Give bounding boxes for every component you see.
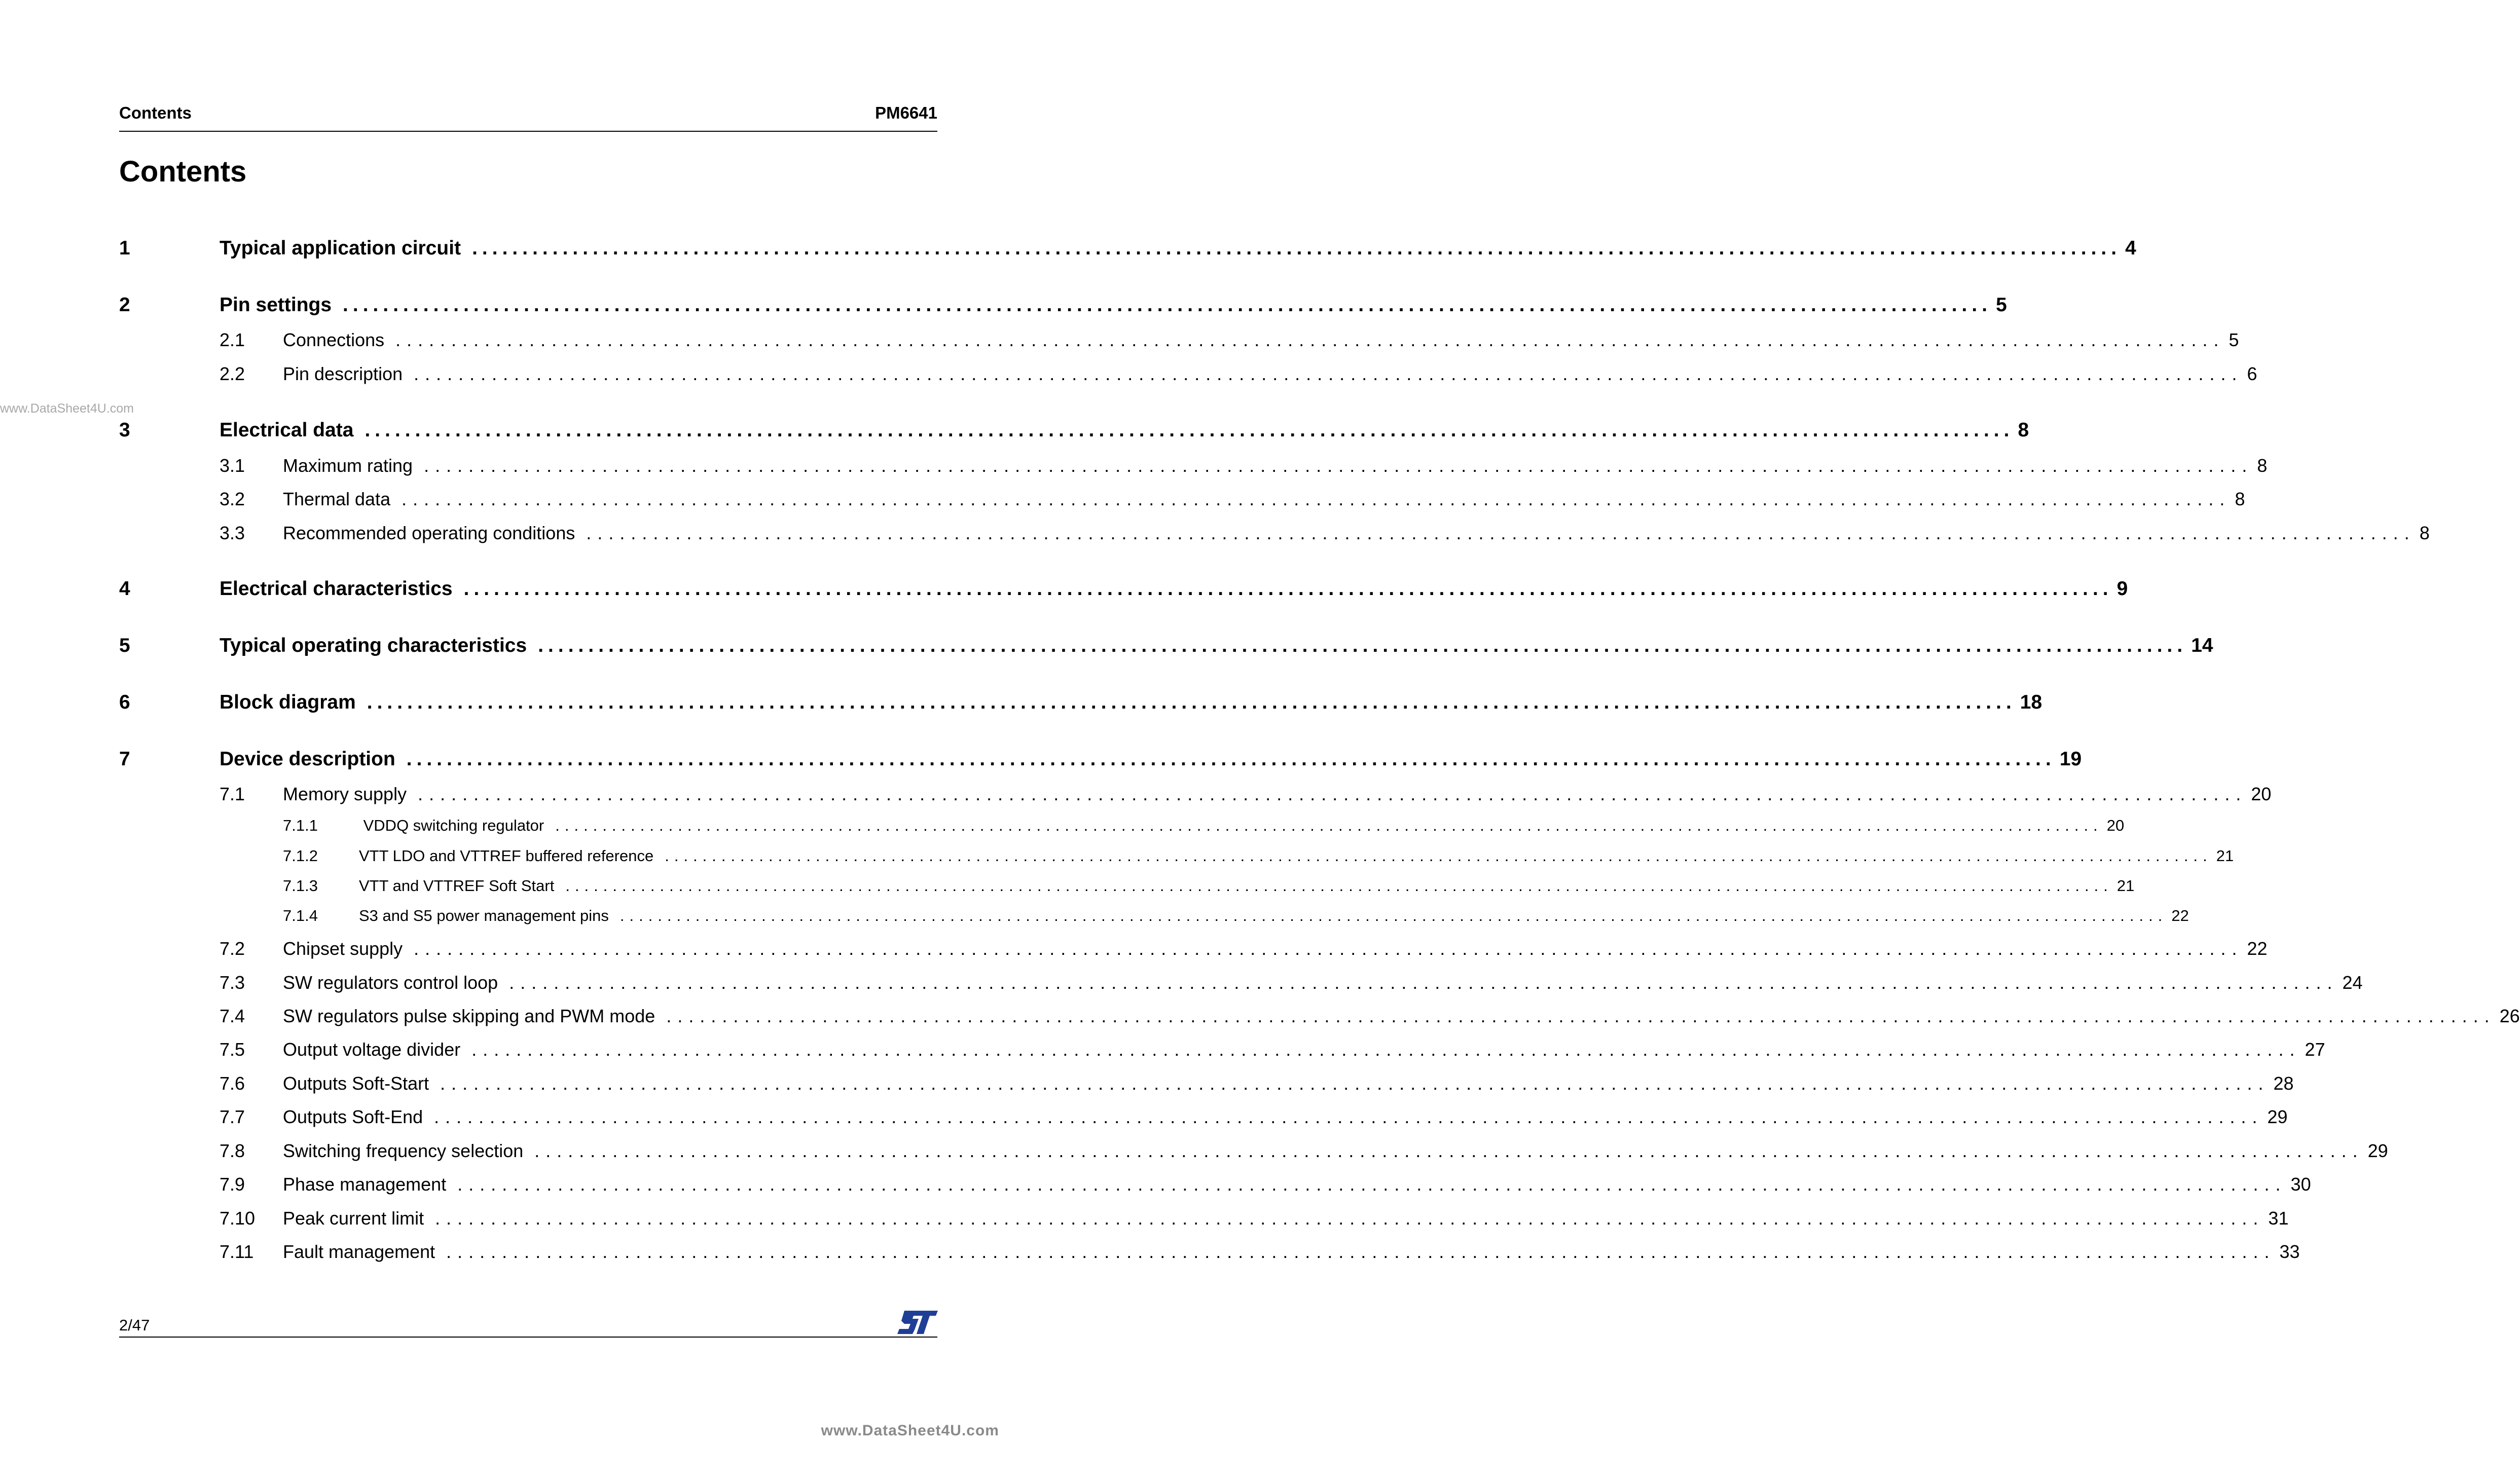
toc-title: Thermal data [283,489,391,509]
toc-number: 1 [119,237,130,259]
toc-page: 33 [2279,1241,2300,1262]
dot-leader: .................................................................................................................................................................... [367,691,2016,713]
watermark-side: www.DataSheet4U.com [0,401,134,416]
toc-title: Chipset supply [283,938,403,959]
toc-page: 26 [2499,1006,2520,1026]
dot-leader: .................................................................................................................................................................... [666,1006,2496,1026]
toc-page: 22 [2247,938,2268,959]
toc-entry[interactable] [220,784,2272,805]
toc-number: 7.5 [220,1039,245,1060]
toc-title: VTT and VTTREF Soft Start [359,877,555,895]
toc-page: 29 [2367,1140,2388,1161]
toc-entry[interactable] [220,1140,2388,1162]
toc-page: 29 [2267,1106,2288,1127]
toc-number: 2 [119,294,130,316]
toc-entry[interactable] [220,1208,2289,1229]
toc-number: 7.6 [220,1073,245,1094]
toc-entry[interactable] [220,1073,2294,1094]
dot-leader: .................................................................................................................................................................... [406,748,2056,770]
toc-page: 9 [2116,578,2128,600]
toc-number: 7.1.3 [283,877,318,895]
toc-entry[interactable] [220,1106,2288,1128]
toc-page: 8 [2018,419,2029,441]
dot-leader: .................................................................................................................................................................... [472,237,2122,259]
toc-page: 14 [2191,635,2213,656]
watermark-bottom: www.DataSheet4U.com [821,1422,999,1439]
dot-leader: .................................................................................................................................................................... [418,784,2247,804]
toc-number: 7.3 [220,972,245,993]
toc-page: 22 [2171,907,2189,924]
toc-number: 2.1 [220,329,245,350]
dot-leader: .................................................................................................................................................................... [471,1039,2301,1060]
dot-leader: .................................................................................................................................................................... [364,419,2014,441]
toc-number: 7.10 [220,1208,255,1229]
toc-title: Outputs Soft-Start [283,1073,429,1094]
toc-title: Switching frequency selection [283,1140,524,1161]
toc-page: 27 [2305,1039,2325,1060]
toc-number: 7.1.4 [283,907,318,924]
dot-leader: .................................................................................................................................................................... [401,489,2231,509]
toc-title: Fault management [283,1241,435,1262]
toc-entry[interactable] [119,578,2128,600]
toc-page: 21 [2216,847,2234,865]
toc-number: 7.2 [220,938,245,959]
toc-page: 18 [2020,691,2042,713]
dot-leader: .................................................................................................................................................................... [457,1174,2287,1195]
toc-entry[interactable] [119,691,2042,714]
toc-entry[interactable] [283,877,2135,895]
toc-entry[interactable] [220,1006,2520,1027]
toc-title: Pin settings [220,294,332,316]
toc-page: 30 [2290,1174,2311,1195]
toc-number: 7.7 [220,1106,245,1127]
toc-entry[interactable] [220,363,2257,385]
toc-number: 7.1 [220,784,245,804]
toc-number: 4 [119,578,130,600]
toc-number: 7.1.2 [283,847,318,865]
toc-title: Typical operating characteristics [220,635,527,656]
toc-number: 7.1.1 [283,817,318,834]
toc-number: 6 [119,691,130,713]
page-header [119,103,937,132]
toc-title: Pin description [283,363,403,384]
toc-title: Connections [283,329,385,350]
toc-number: 7.9 [220,1174,245,1195]
toc-number: 3 [119,419,130,441]
dot-leader: .................................................................................................................................................................... [555,817,2103,834]
dot-leader: .................................................................................................................................................................... [440,1073,2270,1094]
toc-page: 8 [2419,523,2430,543]
dot-leader: .................................................................................................................................................................... [434,1106,2263,1127]
header-part-number: PM6641 [875,103,937,122]
toc-page: 5 [2229,329,2239,350]
toc-entry[interactable] [119,419,2029,441]
toc-entry[interactable] [119,237,2136,260]
dot-leader: .................................................................................................................................................................... [509,972,2339,993]
toc-entry[interactable] [283,907,2189,925]
toc-number: 7.11 [220,1241,254,1262]
dot-leader: .................................................................................................................................................................... [414,363,2243,384]
dot-leader: .................................................................................................................................................................... [343,294,1992,316]
toc-page: 4 [2125,237,2136,259]
toc-title: VDDQ switching regulator [359,817,544,834]
dot-leader: .................................................................................................................................................................... [586,523,2416,543]
toc-number: 2.2 [220,363,245,384]
toc-page: 20 [2251,784,2272,804]
dot-leader: .................................................................................................................................................................... [435,1208,2265,1229]
st-logo-icon [897,1310,938,1335]
toc-page: 20 [2106,817,2125,834]
toc-entry[interactable] [220,455,2268,476]
toc-title: Electrical characteristics [220,578,453,600]
dot-leader: .................................................................................................................................................................... [414,938,2243,959]
header-section: Contents [119,103,192,122]
toc-entry[interactable] [119,635,2213,657]
header-rule [119,131,937,132]
toc-title: Electrical data [220,419,354,441]
toc-page: 8 [2257,455,2268,476]
dot-leader: .................................................................................................................................................................... [665,847,2212,865]
toc-entry[interactable] [283,847,2234,865]
toc-number: 3.1 [220,455,245,476]
toc-entry[interactable] [220,938,2268,959]
toc-title: S3 and S5 power management pins [359,907,609,924]
toc-title: Output voltage divider [283,1039,461,1060]
toc-title: Peak current limit [283,1208,424,1229]
toc-page: 24 [2342,972,2363,993]
toc-entry[interactable] [220,972,2363,993]
toc-title: SW regulators control loop [283,972,498,993]
toc-number: 5 [119,635,130,656]
toc-page: 8 [2235,489,2245,509]
dot-leader: .................................................................................................................................................................... [565,877,2113,895]
toc-entry[interactable] [220,1039,2325,1060]
toc-title: Memory supply [283,784,407,804]
toc-title: Phase management [283,1174,447,1195]
dot-leader: .................................................................................................................................................................... [395,329,2225,350]
dot-leader: .................................................................................................................................................................... [534,1140,2364,1161]
toc-entry[interactable] [220,329,2239,351]
toc-page: 21 [2116,877,2135,895]
dot-leader: .................................................................................................................................................................... [538,635,2187,656]
page-title: Contents [119,155,247,188]
toc-title: Outputs Soft-End [283,1106,423,1127]
toc-title: Maximum rating [283,455,413,476]
toc-entry[interactable] [119,294,2007,316]
dot-leader: .................................................................................................................................................................... [463,578,2113,600]
toc-entry[interactable] [220,1241,2300,1263]
toc-page: 6 [2247,363,2257,384]
toc-title: VTT LDO and VTTREF buffered reference [359,847,654,865]
toc-title: Recommended operating conditions [283,523,575,543]
toc-title: SW regulators pulse skipping and PWM mode [283,1006,655,1026]
toc-number: 7.4 [220,1006,245,1026]
footer-page-number: 2/47 [119,1316,150,1334]
toc-page: 5 [1996,294,2007,316]
dot-leader: .................................................................................................................................................................... [424,455,2253,476]
toc-number: 3.3 [220,523,245,543]
dot-leader: .................................................................................................................................................................... [619,907,2168,924]
footer-rule [119,1337,937,1338]
toc-entry[interactable] [119,748,2082,770]
toc-entry[interactable] [220,1174,2311,1195]
toc-number: 7.8 [220,1140,245,1161]
toc-entry[interactable] [220,523,2430,544]
toc-page: 19 [2059,748,2082,770]
toc-entry[interactable] [283,817,2125,835]
toc-number: 7 [119,748,130,770]
toc-page: 28 [2273,1073,2294,1094]
toc-number: 3.2 [220,489,245,509]
toc-title: Typical application circuit [220,237,461,259]
toc-entry[interactable] [220,489,2245,510]
toc-title: Device description [220,748,395,770]
toc-page: 31 [2268,1208,2289,1229]
toc-title: Block diagram [220,691,356,713]
dot-leader: .................................................................................................................................................................... [446,1241,2276,1262]
